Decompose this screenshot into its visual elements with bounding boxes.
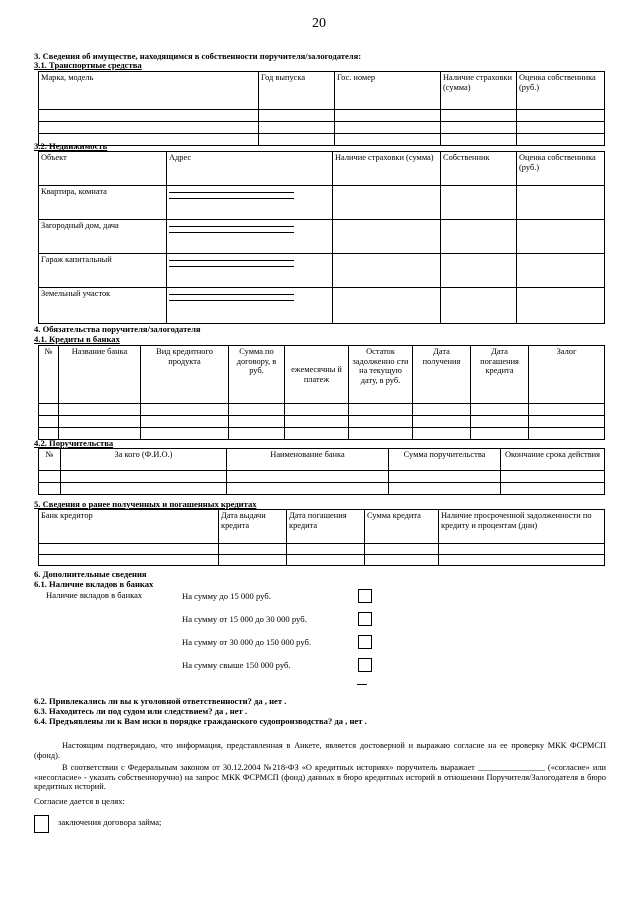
section-6-1-title: 6.1. Наличие вкладов в банках	[34, 579, 154, 589]
vehicles-cell[interactable]	[335, 110, 441, 122]
past-credits-cell[interactable]	[39, 544, 219, 555]
realty-address-cell[interactable]	[167, 254, 333, 288]
question-court: 6.3. Находитесь ли под судом или следствием? да , нет .	[34, 706, 248, 716]
realty-table	[38, 151, 605, 324]
realty-address-cell[interactable]	[167, 186, 333, 220]
vehicles-cell[interactable]	[441, 134, 517, 146]
realty-object-label: Загородный дом, дача	[39, 220, 167, 254]
credits-cell[interactable]	[529, 404, 605, 416]
past-credits-cell[interactable]	[365, 555, 439, 566]
credits-cell[interactable]	[285, 428, 349, 440]
guarantee-cell[interactable]	[227, 471, 389, 483]
past-credits-table	[38, 509, 605, 566]
realty-cell[interactable]	[517, 254, 605, 288]
realty-cell[interactable]	[333, 186, 441, 220]
vehicles-cell[interactable]	[517, 110, 605, 122]
credits-cell[interactable]	[529, 428, 605, 440]
vehicles-cell[interactable]	[335, 134, 441, 146]
page-number: 20	[312, 16, 326, 31]
realty-address-cell[interactable]	[167, 220, 333, 254]
section-3-1-title: 3.1. Транспортные средства	[34, 60, 142, 70]
credits-cell[interactable]	[471, 428, 529, 440]
guarantee-cell[interactable]	[61, 483, 227, 495]
credits-cell[interactable]	[471, 416, 529, 428]
realty-object-label: Гараж капитальный	[39, 254, 167, 288]
vehicles-table	[38, 71, 605, 146]
guarantee-cell[interactable]	[39, 471, 61, 483]
realty-cell[interactable]	[517, 220, 605, 254]
credits-header-cell: Дата погашения кредита	[471, 346, 529, 404]
past-credits-header-cell: Банк кредитор	[39, 510, 219, 544]
credits-cell[interactable]	[141, 416, 229, 428]
section-3-2-title: 3.2. Недвижимость	[34, 141, 108, 151]
purpose-checkbox[interactable]	[34, 815, 49, 833]
past-credits-cell[interactable]	[39, 555, 219, 566]
deposit-option-checkbox[interactable]	[358, 589, 372, 603]
section-4-1-title: 4.1. Кредиты в банках	[34, 334, 120, 344]
deposit-option-checkbox[interactable]	[358, 658, 372, 672]
deposit-option-checkbox[interactable]	[358, 612, 372, 626]
guarantee-header-cell: Наименование банка	[227, 449, 389, 471]
realty-header-cell: Оценка собственника (руб.)	[517, 152, 605, 186]
past-credits-cell[interactable]	[439, 555, 605, 566]
vehicles-header-cell: Наличие страховки (сумма)	[441, 72, 517, 110]
vehicles-cell[interactable]	[517, 134, 605, 146]
vehicles-header-cell: Год выпуска	[259, 72, 335, 110]
consent-paragraph-2: В соответствии с Федеральным законом от 30.12.2004 №218-ФЗ «О кредитных историях» поручитель выражает ________________ («согласие» или «несогласие» - указать собственноручно) на запрос МКК ФСРМСП (фонд) данных в бюро кредитных историй в отношении Поручителя/Залогодателя в бюро кредитных историй.	[34, 763, 606, 792]
realty-cell[interactable]	[441, 288, 517, 324]
deposit-option-checkbox[interactable]	[358, 635, 372, 649]
past-credits-cell[interactable]	[365, 544, 439, 555]
credits-cell[interactable]	[413, 428, 471, 440]
credits-cell[interactable]	[349, 428, 413, 440]
credits-cell[interactable]	[285, 404, 349, 416]
credits-cell[interactable]	[285, 416, 349, 428]
credits-cell[interactable]	[529, 416, 605, 428]
credits-cell[interactable]	[229, 404, 285, 416]
deposit-option-label: На сумму свыше 150 000 руб.	[182, 660, 291, 670]
deposit-option-label: На сумму до 15 000 руб.	[182, 591, 271, 601]
realty-cell[interactable]	[333, 288, 441, 324]
guarantee-cell[interactable]	[227, 483, 389, 495]
vehicles-cell[interactable]	[259, 122, 335, 134]
realty-object-label: Квартира, комната	[39, 186, 167, 220]
credits-cell[interactable]	[229, 428, 285, 440]
vehicles-header-cell: Оценка собственника (руб.)	[517, 72, 605, 110]
realty-cell[interactable]	[517, 288, 605, 324]
deposits-label: Наличие вкладов в банках	[46, 590, 143, 600]
vehicles-cell[interactable]	[39, 110, 259, 122]
credits-cell[interactable]	[141, 428, 229, 440]
vehicles-cell[interactable]	[335, 122, 441, 134]
section-6-title: 6. Дополнительные сведения	[34, 569, 147, 579]
past-credits-header-cell: Наличие просроченной задолженности по кредиту и процентам (дни)	[439, 510, 605, 544]
purpose-label: заключения договора займа;	[58, 817, 162, 827]
guarantee-table	[38, 448, 605, 495]
past-credits-cell[interactable]	[287, 544, 365, 555]
realty-cell[interactable]	[333, 220, 441, 254]
guarantee-header-cell: Сумма поручительства	[389, 449, 501, 471]
guarantee-header-cell: За кого (Ф.И.О.)	[61, 449, 227, 471]
past-credits-cell[interactable]	[439, 544, 605, 555]
realty-object-label: Земельный участок	[39, 288, 167, 324]
realty-cell[interactable]	[441, 254, 517, 288]
dash-mark	[357, 684, 367, 685]
realty-cell[interactable]	[441, 186, 517, 220]
section-3-title: 3. Сведения об имуществе, находящимся в собственности поручителя/залогодателя:	[34, 51, 362, 61]
past-credits-cell[interactable]	[287, 555, 365, 566]
past-credits-cell[interactable]	[219, 544, 287, 555]
realty-cell[interactable]	[517, 186, 605, 220]
vehicles-header-cell: Марка, модель	[39, 72, 259, 110]
credits-cell[interactable]	[471, 404, 529, 416]
consent-paragraph-3: Согласие дается в целях:	[34, 796, 125, 806]
section-5-title: 5. Сведения о ранее полученных и погашенных кредитах	[34, 499, 257, 509]
realty-header-cell: Собственник	[441, 152, 517, 186]
realty-header-cell: Наличие страховки (сумма)	[333, 152, 441, 186]
vehicles-cell[interactable]	[441, 110, 517, 122]
realty-header-cell: Объект	[39, 152, 167, 186]
realty-address-cell[interactable]	[167, 288, 333, 324]
credits-cell[interactable]	[59, 404, 141, 416]
section-4-title: 4. Обязательства поручителя/залогодателя	[34, 324, 201, 334]
realty-header-cell: Адрес	[167, 152, 333, 186]
credits-cell[interactable]	[39, 404, 59, 416]
section-4-2-title: 4.2. Поручительства	[34, 438, 114, 448]
question-criminal: 6.2. Привлекались ли вы к уголовной ответственности? да , нет .	[34, 696, 287, 706]
past-credits-cell[interactable]	[219, 555, 287, 566]
vehicles-cell[interactable]	[259, 110, 335, 122]
realty-cell[interactable]	[441, 220, 517, 254]
credits-header-cell: Сумма по договору, в руб.	[229, 346, 285, 404]
deposit-option-label: На сумму от 30 000 до 150 000 руб.	[182, 637, 312, 647]
credits-header-cell: Дата получения	[413, 346, 471, 404]
guarantee-header-cell: №	[39, 449, 61, 471]
guarantee-header-cell: Окончание срока действия	[501, 449, 605, 471]
guarantee-cell[interactable]	[389, 471, 501, 483]
vehicles-cell[interactable]	[441, 122, 517, 134]
question-lawsuits: 6.4. Предъявлены ли к Вам иски в порядке гражданского судопроизводства? да , нет .	[34, 716, 367, 726]
credits-cell[interactable]	[413, 404, 471, 416]
credits-cell[interactable]	[59, 416, 141, 428]
vehicles-cell[interactable]	[39, 122, 259, 134]
guarantee-cell[interactable]	[501, 471, 605, 483]
credits-header-cell: Залог	[529, 346, 605, 404]
guarantee-cell[interactable]	[61, 471, 227, 483]
credits-table	[38, 345, 605, 440]
realty-cell[interactable]	[333, 254, 441, 288]
guarantee-cell[interactable]	[39, 483, 61, 495]
vehicles-cell[interactable]	[259, 134, 335, 146]
credits-cell[interactable]	[141, 404, 229, 416]
credits-header-cell: Название банка	[59, 346, 141, 404]
credits-cell[interactable]	[349, 404, 413, 416]
guarantee-cell[interactable]	[501, 483, 605, 495]
vehicles-header-cell: Гос. номер	[335, 72, 441, 110]
credits-header-cell: ежемесячны й платеж	[285, 346, 349, 404]
credits-cell[interactable]	[39, 416, 59, 428]
credits-header-cell: №	[39, 346, 59, 404]
past-credits-header-cell: Дата погашения кредита	[287, 510, 365, 544]
credits-cell[interactable]	[229, 416, 285, 428]
past-credits-header-cell: Сумма кредита	[365, 510, 439, 544]
vehicles-cell[interactable]	[517, 122, 605, 134]
credits-header-cell: Вид кредитного продукта	[141, 346, 229, 404]
credits-cell[interactable]	[413, 416, 471, 428]
consent-paragraph-1: Настоящим подтверждаю, что информация, представленная в Анкете, является достоверной и выражаю согласие на ее проверку МКК ФСРМСП (фонд).	[34, 741, 606, 760]
past-credits-header-cell: Дата выдачи кредита	[219, 510, 287, 544]
credits-cell[interactable]	[349, 416, 413, 428]
deposit-option-label: На сумму от 15 000 до 30 000 руб.	[182, 614, 307, 624]
credits-header-cell: Остаток задолженно сти на текущую дату, в руб.	[349, 346, 413, 404]
guarantee-cell[interactable]	[389, 483, 501, 495]
